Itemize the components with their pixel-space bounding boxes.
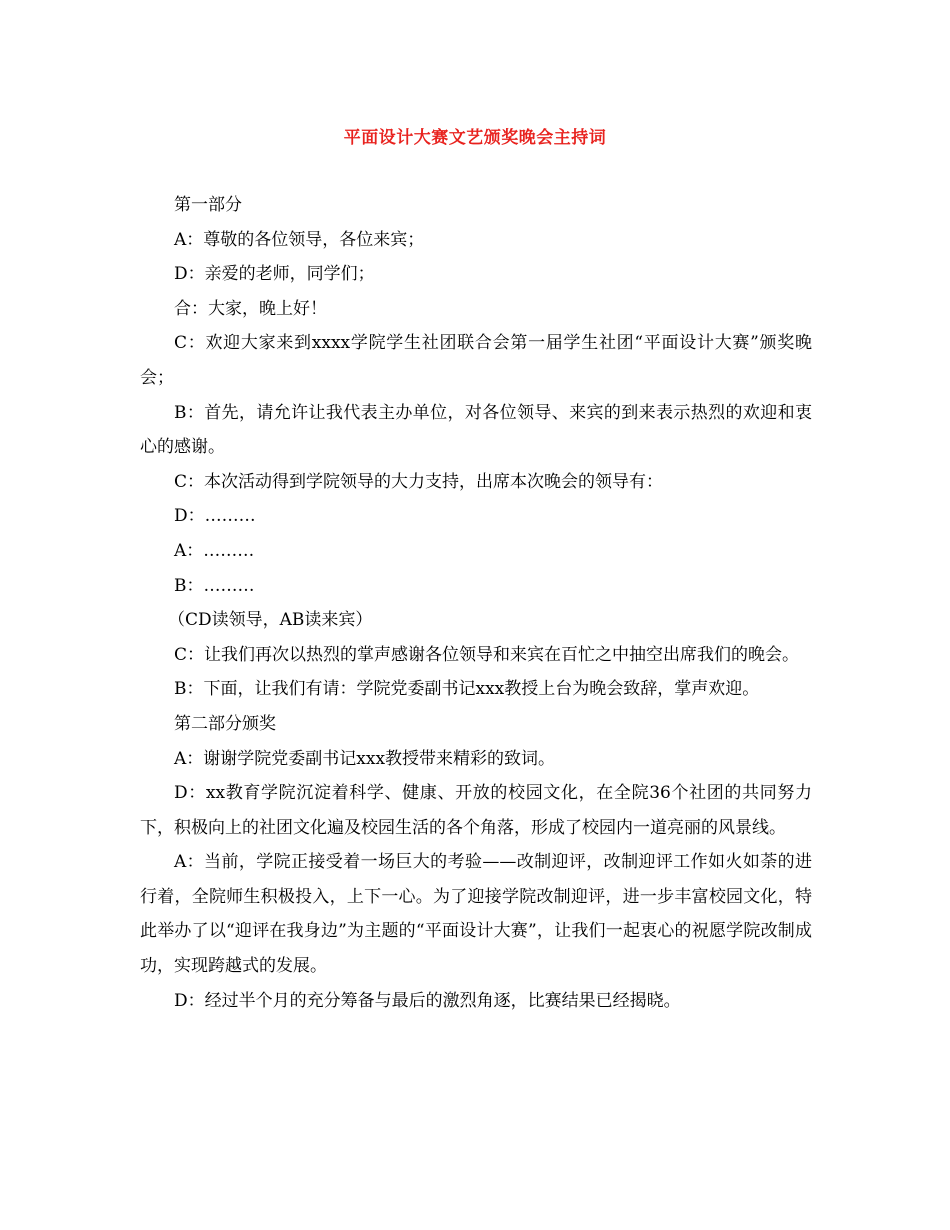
paragraph: A：谢谢学院党委副书记xxx教授带来精彩的致词。: [174, 748, 556, 769]
paragraph: 合：大家，晚上好！: [174, 298, 327, 319]
paragraph: B：………: [174, 575, 255, 596]
paragraph: B：下面，让我们有请：学院党委副书记xxx教授上台为晚会致辞，掌声欢迎。: [174, 679, 760, 700]
section-heading-part-two: 第二部分颁奖: [174, 713, 276, 734]
paragraph: A：尊敬的各位领导，各位来宾；: [174, 229, 425, 250]
paragraph: D：经过半个月的充分筹备与最后的激烈角逐，比赛结果已经揭晓。: [174, 990, 681, 1011]
paragraph: D：………: [174, 506, 256, 527]
paragraph: C：本次活动得到学院领导的大力支持，出席本次晚会的领导有：: [174, 471, 664, 492]
stage-note: （CD读领导，AB读来宾）: [168, 610, 373, 631]
paragraph: A：………: [174, 540, 255, 561]
paragraph: B：首先，请允许让我代表主办单位，对各位领导、来宾的到来表示热烈的欢迎和衷心的感谢。: [140, 402, 812, 458]
section-heading-part-one: 第一部分: [174, 195, 242, 215]
document-title: 平面设计大赛文艺颁奖晚会主持词: [343, 128, 607, 148]
paragraph: D：亲爱的老师，同学们；: [174, 264, 375, 285]
paragraph: C：让我们再次以热烈的掌声感谢各位领导和来宾在百忙之中抽空出席我们的晚会。: [174, 644, 800, 665]
paragraph: C：欢迎大家来到xxxx学院学生社团联合会第一届学生社团“平面设计大赛”颁奖晚会；: [140, 333, 812, 388]
paragraph: A：当前，学院正接受着一场巨大的考验——改制迎评，改制迎评工作如火如荼的进行着，全院师生积极投入，上下一心。为了迎接学院改制迎评，进一步丰富校园文化，特此举办了以“迎评在我身边”为主题的“平面设计大赛”，让我们一起衷心的祝愿学院改制成功，实现跨越式的发展。: [140, 852, 812, 977]
document-body: [140, 188, 812, 1018]
paragraph: D：xx教育学院沉淀着科学、健康、开放的校园文化，在全院36个社团的共同努力下，积极向上的社团文化遍及校园生活的各个角落，形成了校园内一道亮丽的风景线。: [140, 783, 812, 838]
